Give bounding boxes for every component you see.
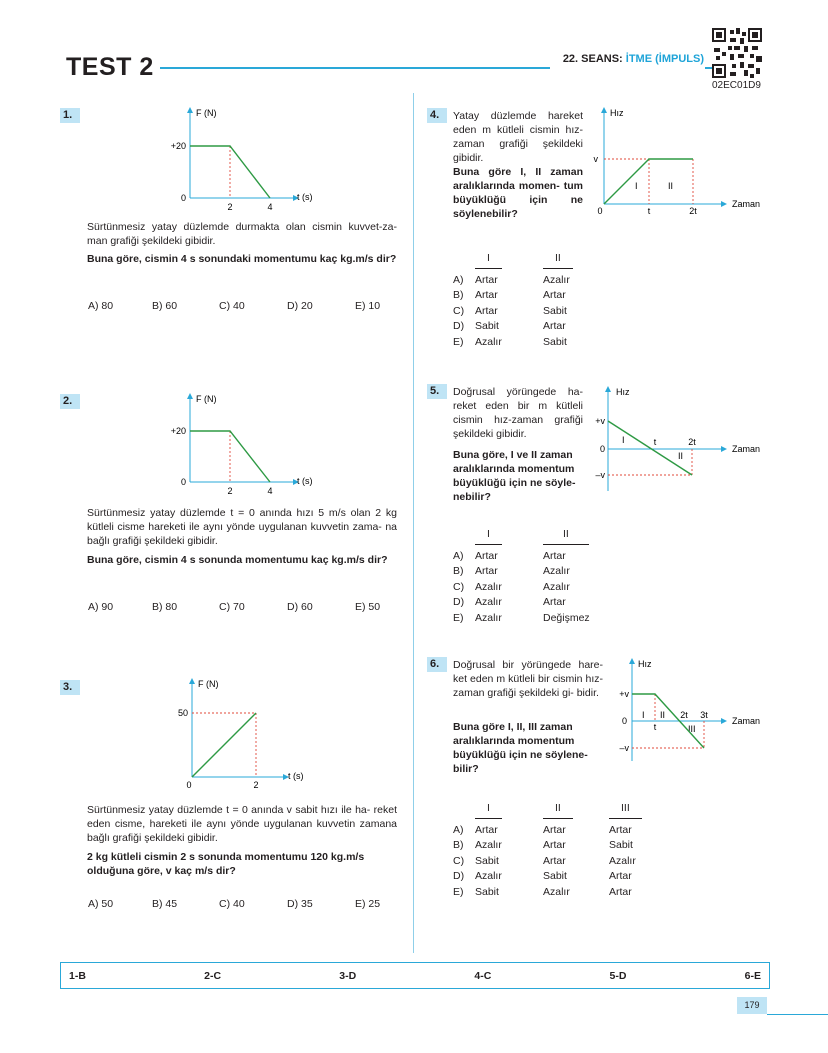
x-tick-label: 2t xyxy=(680,710,688,720)
question-text: Sürtünmesiz yatay düzlemde t = 0 anında hızı 5 m/s olan 2 kg kütleli cisme hareketi ile aynı yönde uygulanan kuvvetin zama- na bağlı grafiği şekildeki gibidir. xyxy=(87,507,397,547)
option-d[interactable]: D) 20 xyxy=(287,300,313,312)
option-e[interactable]: E) 10 xyxy=(355,300,381,312)
y-tick-label: +20 xyxy=(170,141,186,151)
y-axis-label: F (N) xyxy=(196,108,217,118)
answer-options xyxy=(88,300,380,312)
question-text: Sürtünmesiz yatay düzlemde durmakta olan cismin kuvvet-za- man grafiği şekildeki gibidir. xyxy=(87,221,397,247)
answer-key-item: 5-D xyxy=(609,969,627,982)
question-number: 5. xyxy=(427,384,447,399)
question-text: Yatay düzlemde hareket eden m kütleli cismin hız-zaman grafiği şekildeki gibidir. xyxy=(453,110,583,164)
option-b[interactable]: B) 60 xyxy=(152,300,178,312)
y-axis-label: F (N) xyxy=(196,394,217,404)
y-tick-label: +20 xyxy=(170,426,186,436)
region-label: I xyxy=(622,435,625,445)
x-axis-label: t (s) xyxy=(288,771,304,781)
x-tick-label: 4 xyxy=(267,202,273,212)
y-tick-label: –v xyxy=(619,743,629,753)
region-label: II xyxy=(668,181,674,191)
question-text: Doğrusal bir yörüngede hare- ket eden m kütleli bir cismin hız-zaman grafiği şekildeki gi- bidir. xyxy=(453,659,603,699)
answer-key-item: 6-E xyxy=(744,969,761,982)
column-header-ii: II xyxy=(543,528,589,545)
x-tick-label: 2 xyxy=(227,202,233,212)
option-b[interactable]: B) Azalır Artar Sabit xyxy=(453,839,633,851)
answer-key-item: 3-D xyxy=(339,969,357,982)
question-number: 1. xyxy=(60,108,80,123)
option-c[interactable]: C) 40 xyxy=(219,898,245,910)
option-b[interactable]: B) 45 xyxy=(152,898,178,910)
origin-label: 0 xyxy=(621,716,627,726)
y-tick-label: +v xyxy=(619,689,629,699)
answer-table xyxy=(453,528,590,627)
x-axis-label: t (s) xyxy=(297,476,313,486)
option-e[interactable]: E) Azalır Değişmez xyxy=(453,611,590,624)
qr-code-label: 02EC01D9 xyxy=(712,80,761,91)
answer-options xyxy=(88,601,380,613)
velocity-line xyxy=(608,421,692,475)
y-tick-label: +v xyxy=(595,416,605,426)
force-line xyxy=(192,713,256,777)
question-number: 6. xyxy=(427,657,447,672)
region-label: III xyxy=(688,724,696,734)
option-c[interactable]: C) Sabit Artar Azalır xyxy=(453,854,636,867)
region-label: II xyxy=(660,710,666,720)
column-header-iii: III xyxy=(609,802,642,819)
velocity-time-graph-6 xyxy=(612,655,782,765)
question-prompt: Buna göre, cismin 4 s sonundaki momentumu kaç kg.m/s dir? xyxy=(87,253,397,265)
answer-key-item: 4-C xyxy=(474,969,492,982)
option-a[interactable]: A) Artar Artar xyxy=(453,549,566,562)
y-axis-label: Hız xyxy=(638,659,652,669)
x-tick-label: 4 xyxy=(267,486,273,496)
x-tick-label: 2 xyxy=(253,780,259,790)
question-prompt: Buna göre, I ve II zaman aralıklarında momentum büyüklüğü için ne söyle- nebilir? xyxy=(453,449,576,503)
answer-table xyxy=(453,802,642,901)
option-c[interactable]: C) Artar Sabit xyxy=(453,304,567,317)
x-tick-label: t xyxy=(647,206,651,216)
velocity-time-graph-5 xyxy=(590,383,780,493)
session-topic: İTME (İMPULS) xyxy=(625,53,704,65)
origin-label: 0 xyxy=(599,444,605,454)
column-header-i: I xyxy=(475,802,502,819)
option-e[interactable]: E) Sabit Azalır Artar xyxy=(453,885,632,898)
x-axis-label: Zaman xyxy=(732,444,761,454)
option-a[interactable]: A) Artar Artar Artar xyxy=(453,823,632,836)
x-tick-label: t xyxy=(653,722,657,732)
option-d[interactable]: D) Azalır Artar xyxy=(453,596,566,608)
answer-key-bar xyxy=(60,962,770,989)
origin-label: 0 xyxy=(180,193,186,203)
question-number: 4. xyxy=(427,108,447,123)
force-time-graph-3 xyxy=(160,675,330,795)
answer-options xyxy=(88,898,380,910)
question-prompt: Buna göre I, II zaman aralıklarında momen- tum büyüklüğü için ne söylenebilir? xyxy=(453,166,583,220)
option-e[interactable]: E) 25 xyxy=(355,898,381,910)
question-prompt: Buna göre I, II, III zaman aralıklarında momentum büyüklüğü için ne söylene- bilir? xyxy=(453,721,588,775)
question-text: Sürtünmesiz yatay düzlemde t = 0 anında v sabit hızı ile ha- reket eden cisme, hareketi ile aynı yönde uygulanan kuvvetin zamana bağlı grafiği şekildeki gibidir. xyxy=(87,804,397,844)
option-d[interactable]: D) Azalır Sabit Artar xyxy=(453,870,632,882)
header-rule-left xyxy=(160,67,550,69)
test-title: TEST 2 xyxy=(66,53,154,81)
option-a[interactable]: A) 90 xyxy=(88,601,114,613)
option-a[interactable]: A) 50 xyxy=(88,898,114,910)
origin-label: 0 xyxy=(186,780,192,790)
option-d[interactable]: D) 60 xyxy=(287,601,313,613)
x-tick-label: 2t xyxy=(688,437,696,447)
region-label: I xyxy=(642,710,645,720)
y-axis-label: F (N) xyxy=(198,679,219,689)
option-d[interactable]: D) Sabit Artar xyxy=(453,320,566,332)
y-tick-label: v xyxy=(593,154,598,164)
x-axis-label: Zaman xyxy=(732,199,761,209)
x-tick-label: t xyxy=(653,437,657,447)
y-tick-label: –v xyxy=(595,470,605,480)
x-tick-label: 2t xyxy=(689,206,697,216)
y-axis-label: Hız xyxy=(610,108,624,118)
option-a[interactable]: A) Artar Azalır xyxy=(453,273,570,286)
question-text: Doğrusal yörüngede ha- reket eden bir m kütleli cismin hız-zaman grafiği şekildeki gibidir. xyxy=(453,386,583,440)
origin-label: 0 xyxy=(180,477,186,487)
column-header-ii: II xyxy=(543,802,573,819)
x-axis-label: t (s) xyxy=(297,192,313,202)
option-e[interactable]: E) 50 xyxy=(355,601,381,613)
option-a[interactable]: A) 80 xyxy=(88,300,114,312)
region-label: I xyxy=(635,181,638,191)
question-prompt: Buna göre, cismin 4 s sonunda momentumu kaç kg.m/s dir? xyxy=(87,554,388,566)
column-header-i: I xyxy=(475,252,502,269)
origin-label: 0 xyxy=(597,206,603,216)
option-b[interactable]: B) 80 xyxy=(152,601,178,613)
velocity-time-graph-4 xyxy=(590,104,780,219)
option-c[interactable]: C) Azalır Azalır xyxy=(453,580,570,593)
question-number: 2. xyxy=(60,394,80,409)
footer-rule xyxy=(767,1014,828,1015)
x-tick-label: 2 xyxy=(227,486,233,496)
qr-code-icon[interactable] xyxy=(712,28,762,78)
question-number: 3. xyxy=(60,680,80,695)
option-d[interactable]: D) 35 xyxy=(287,898,313,910)
page-number: 179 xyxy=(737,997,767,1014)
option-b[interactable]: B) Artar Artar xyxy=(453,289,566,301)
answer-key-item: 1-B xyxy=(69,969,86,982)
option-b[interactable]: B) Artar Azalır xyxy=(453,565,570,577)
x-tick-label: 3t xyxy=(700,710,708,720)
region-label: II xyxy=(678,451,684,461)
option-e[interactable]: E) Azalır Sabit xyxy=(453,335,567,348)
answer-key-item: 2-C xyxy=(204,969,222,982)
column-header-ii: II xyxy=(543,252,573,269)
answer-table xyxy=(453,252,573,351)
column-divider xyxy=(413,93,414,953)
velocity-line xyxy=(604,159,693,204)
y-axis-label: Hız xyxy=(616,387,630,397)
question-prompt: 2 kg kütleli cismin 2 s sonunda momentumu 120 kg.m/s olduğuna göre, v kaç m/s dir? xyxy=(87,851,365,877)
session-prefix: 22. SEANS: xyxy=(562,53,626,65)
force-time-graph-2 xyxy=(160,390,330,500)
option-c[interactable]: C) 40 xyxy=(219,300,245,312)
column-header-i: I xyxy=(475,528,502,545)
session-title xyxy=(563,53,704,65)
y-tick-label: 50 xyxy=(177,708,188,718)
x-axis-label: Zaman xyxy=(732,716,761,726)
option-c[interactable]: C) 70 xyxy=(219,601,245,613)
force-time-graph-1 xyxy=(160,104,330,214)
